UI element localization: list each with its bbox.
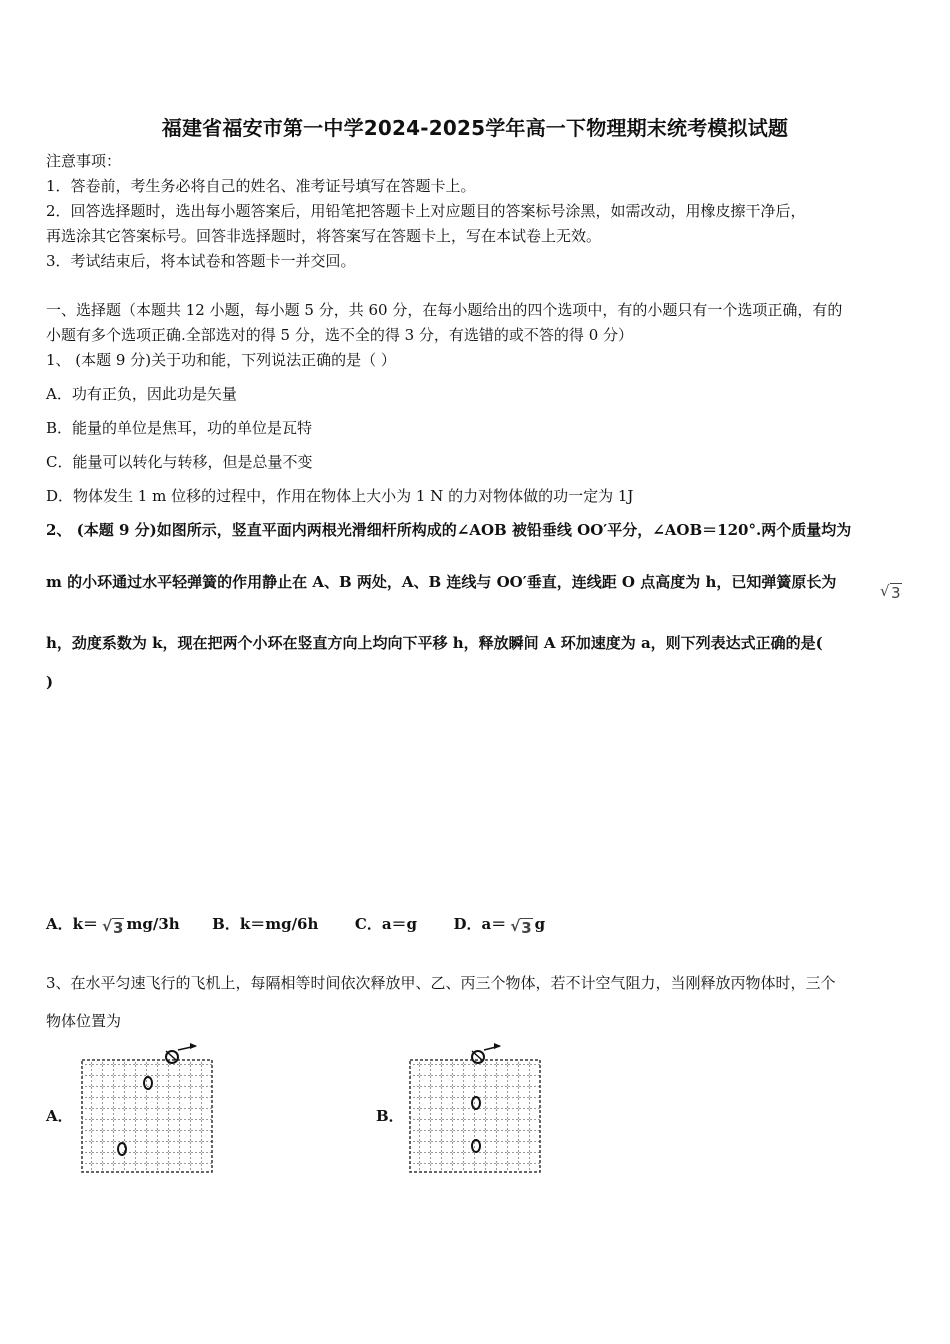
q2-option-d-suffix: g [534, 915, 546, 933]
q3-option-a-label: A． [46, 1107, 73, 1125]
q1-option-b: B．能量的单位是焦耳，功的单位是瓦特 [46, 419, 313, 437]
q2-line3: h，劲度系数为 k，现在把两个小环在竖直方向上均向下平移 h，释放瞬间 A 环加速度为 a，则下列表达式正确的是( [46, 634, 823, 652]
q2-line1: 2、 (本题 9 分)如图所示，竖直平面内两根光滑细杆所构成的∠AOB 被铅垂线 OO′平分，∠AOB＝120°.两个质量均为 [46, 521, 852, 539]
q2-option-c: C．a＝g [354, 915, 418, 933]
notice-item-2: 2．回答选择题时，选出每小题答案后，用铅笔把答题卡上对应题目的答案标号涂黑，如需改动，用橡皮擦干净后， [46, 202, 806, 220]
q3-option-b-label: B． [376, 1107, 404, 1125]
q1-option-d: D．物体发生 1 m 位移的过程中，作用在物体上大小为 1 N 的力对物体做的功一定为 1J [46, 487, 634, 505]
q2-option-a-prefix: A．k＝ [46, 915, 99, 933]
q2-sqrt3-inline: √ 3 [880, 582, 901, 602]
q2-line2: m 的小环通过水平轻弹簧的作用静止在 A、B 两处，A、B 连线与 OO′垂直，连线距 O 点高度为 h，已知弹簧原长为 [46, 573, 837, 591]
grid-area [410, 1060, 540, 1172]
q2-option-a-sqrt: √ 3 [102, 917, 124, 937]
notice-item-3: 3．考试结束后，将本试卷和答题卡一并交回。 [46, 252, 356, 270]
q2-option-b: B．k＝mg/6h [212, 915, 319, 933]
notice-item-1: 1．答卷前，考生务必将自己的姓名、准考证号填写在答题卡上。 [46, 177, 476, 195]
section-heading-line1: 一、选择题（本题共 12 小题，每小题 5 分，共 60 分，在每小题给出的四个选项中，有的小题只有一个选项正确，有的 [46, 301, 843, 319]
q1-option-a: A．功有正负，因此功是矢量 [46, 385, 237, 403]
section-heading-line2: 小题有多个选项正确.全部选对的得 5 分，选不全的得 3 分，有选错的或不答的得 0 分） [46, 326, 634, 344]
q2-line4: ) [46, 673, 54, 691]
q2-options [46, 914, 545, 938]
q3-line1: 3、在水平匀速飞行的飞机上，每隔相等时间依次释放甲、乙、丙三个物体，若不计空气阻力，当刚释放丙物体时，三个 [46, 974, 836, 992]
page-title: 福建省福安市第一中学2024-2025学年高一下物理期末统考模拟试题 [161, 116, 789, 140]
q1-option-c: C．能量可以转化与转移，但是总量不变 [46, 453, 313, 471]
notice-heading: 注意事项： [46, 152, 122, 170]
q3-line2: 物体位置为 [46, 1012, 122, 1030]
q2-option-d-prefix: D．a＝ [453, 915, 507, 933]
q2-option-a-suffix: mg/3h [126, 915, 180, 933]
notice-item-2-cont: 再选涂其它答案标号。回答非选择题时，将答案写在答题卡上，写在本试卷上无效。 [46, 227, 602, 245]
q3-figure-a [80, 1042, 216, 1176]
q3-figure-b [408, 1042, 544, 1176]
q2-option-d-sqrt: √ 3 [510, 917, 532, 937]
q1-stem: 1、 (本题 9 分)关于功和能，下列说法正确的是（ ） [46, 351, 396, 369]
